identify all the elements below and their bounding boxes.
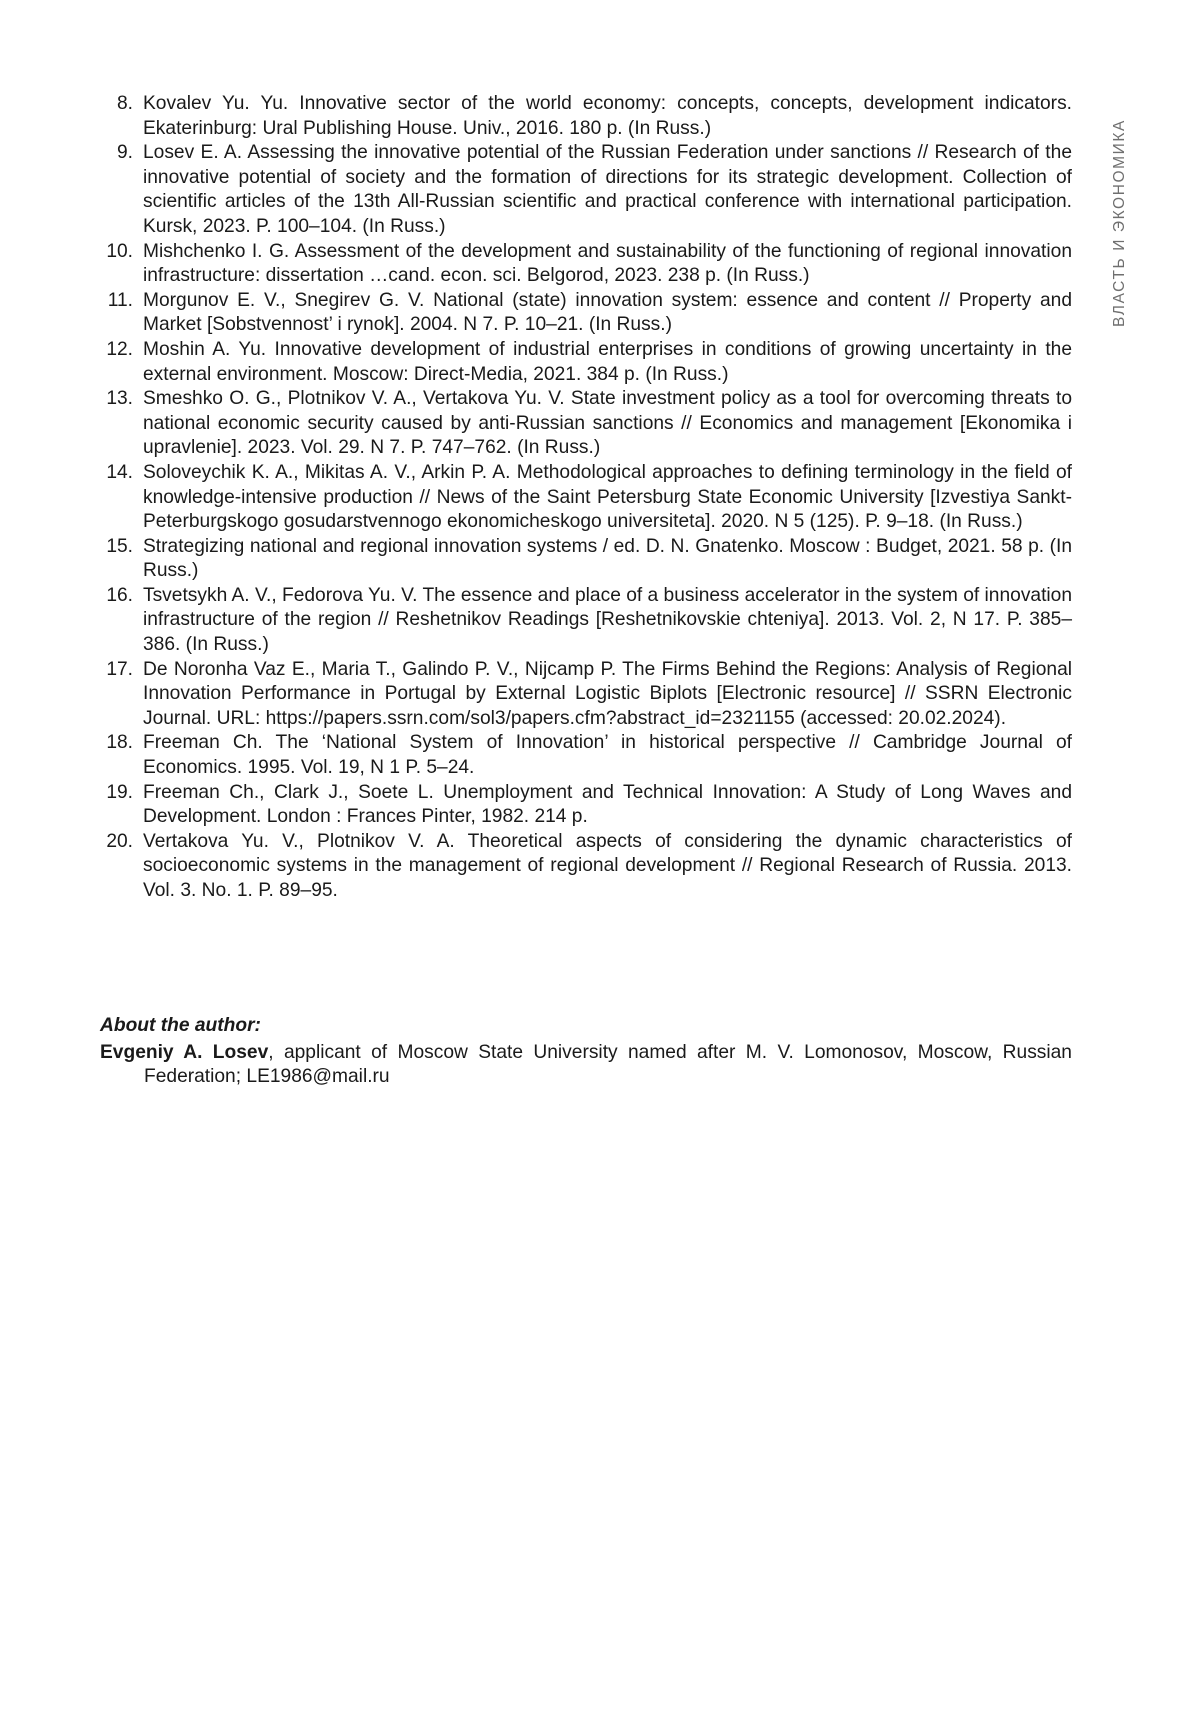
reference-item (100, 461, 1072, 535)
reference-item (100, 731, 1072, 780)
reference-item (100, 658, 1072, 732)
page (0, 0, 1200, 1710)
author-info (100, 1041, 1072, 1090)
reference-text: Kovalev Yu. Yu. Innovative sector of the world economy: concepts, concepts, development in­dicators. Ekaterinburg: Ural Publishing House. Univ., 2016. 180 p. (In Russ.) (143, 93, 1072, 139)
reference-number: 10. (100, 240, 133, 265)
reference-item (100, 781, 1072, 830)
reference-text: Smeshko O. G., Plotnikov V. A., Vertakova Yu. V. State investment policy as a tool for overcom­ing threats to national economic security caused by anti-Russian sanctions // Economics and management [Ekonomika i upravlenie]. 2023. Vol. 29. N 7. P. 747–762. (In Russ.) (143, 388, 1072, 458)
reference-number: 17. (100, 658, 133, 683)
reference-item (100, 387, 1072, 461)
author-details: , applicant of Moscow State University named after M. V. Lomonosov, Moscow, Russian Federation; LE1986@mail.ru (144, 1042, 1072, 1088)
reference-item (100, 338, 1072, 387)
reference-text: Freeman Ch., Clark J., Soete L. Unemployment and Technical Innovation: A Study of Long Waves and Development. London : Frances Pinter, 1982. 214 p. (143, 782, 1072, 828)
reference-item (100, 584, 1072, 658)
reference-item (100, 240, 1072, 289)
reference-text: De Noronha Vaz E., Maria T., Galindo P. V., Nijcamp P. The Firms Behind the Regions: Analysis of Regional Innovation Performance in Portugal by External Logistic Biplots [Electronic resource] // SSRN Electronic Journal. URL: https://papers.ssrn.com/sol3/papers.cfm?abstract_id=2321155 (accessed: 20.02.2024). (143, 659, 1072, 729)
reference-number: 18. (100, 731, 133, 756)
reference-text: Vertakova Yu. V., Plotnikov V. A. Theoretical aspects of considering the dynamic characteristics of socioeconomic systems in the management of regional development // Regional Research of Russia. 2013. Vol. 3. No. 1. P. 89–95. (143, 831, 1072, 901)
reference-number: 11. (100, 289, 133, 314)
reference-number: 16. (100, 584, 133, 609)
reference-item (100, 289, 1072, 338)
reference-number: 15. (100, 535, 133, 560)
reference-number: 9. (100, 141, 133, 166)
reference-list (100, 92, 1072, 904)
about-author-title: About the author: (100, 1014, 1072, 1039)
reference-item (100, 830, 1072, 904)
reference-number: 8. (100, 92, 133, 117)
reference-number: 20. (100, 830, 133, 855)
reference-text: Strategizing national and regional innovation systems / ed. D. N. Gnatenko. Moscow : Budget, 2021. 58 p. (In Russ.) (143, 536, 1072, 582)
reference-text: Moshin A. Yu. Innovative development of industrial enterprises in conditions of growing uncer­tainty in the external environment. Moscow: Direct-Media, 2021. 384 p. (In Russ.) (143, 339, 1072, 385)
reference-item (100, 141, 1072, 239)
reference-text: Soloveychik K. A., Mikitas A. V., Arkin P. A. Methodological approaches to defining terminology in the field of knowledge-intensive production // News of the Saint Petersburg State Economic University [Izvestiya Sankt-Peterburgskogo gosudarstvennogo ekonomicheskogo universiteta]. 2020. N 5 (125). P. 9–18. (In Russ.) (143, 462, 1072, 532)
reference-number: 12. (100, 338, 133, 363)
reference-number: 14. (100, 461, 133, 486)
reference-number: 13. (100, 387, 133, 412)
reference-text: Morgunov E. V., Snegirev G. V. National (state) innovation system: essence and content // Property and Market [Sobstvennost’ i rynok]. 2004. N 7. P. 10–21. (In Russ.) (143, 290, 1072, 336)
reference-text: Tsvetsykh A. V., Fedorova Yu. V. The essence and place of a business accelerator in the system of innovation infrastructure of the region // Reshetnikov Readings [Reshetnikovskie chteniya]. 2013. Vol. 2, N 17. P. 385–386. (In Russ.) (143, 585, 1072, 655)
reference-item (100, 535, 1072, 584)
reference-number: 19. (100, 781, 133, 806)
reference-item (100, 92, 1072, 141)
reference-text: Freeman Ch. The ‘National System of Innovation’ in historical perspective // Cambridge Journal of Economics. 1995. Vol. 19, N 1 P. 5–24. (143, 732, 1072, 778)
running-header (1109, 100, 1131, 345)
reference-text: Mishchenko I. G. Assessment of the development and sustainability of the functioning of re­gional innovation infrastructure: dissertation …cand. econ. sci. Belgorod, 2023. 238 p. (In Russ.) (143, 241, 1072, 287)
reference-text: Losev E. A. Assessing the innovative potential of the Russian Federation under sanctions // Research of the innovative potential of society and the formation of directions for its strategic development. Collection of scientific articles of the 13th All-Russian scientific and practical conference with international participation. Kursk, 2023. P. 100–104. (In Russ.) (143, 142, 1072, 237)
about-author-section (100, 1014, 1072, 1090)
running-header-text: ВЛАСТЬ И ЭКОНОМИКА (1111, 119, 1129, 327)
author-name: Evgeniy A. Losev (100, 1042, 268, 1063)
